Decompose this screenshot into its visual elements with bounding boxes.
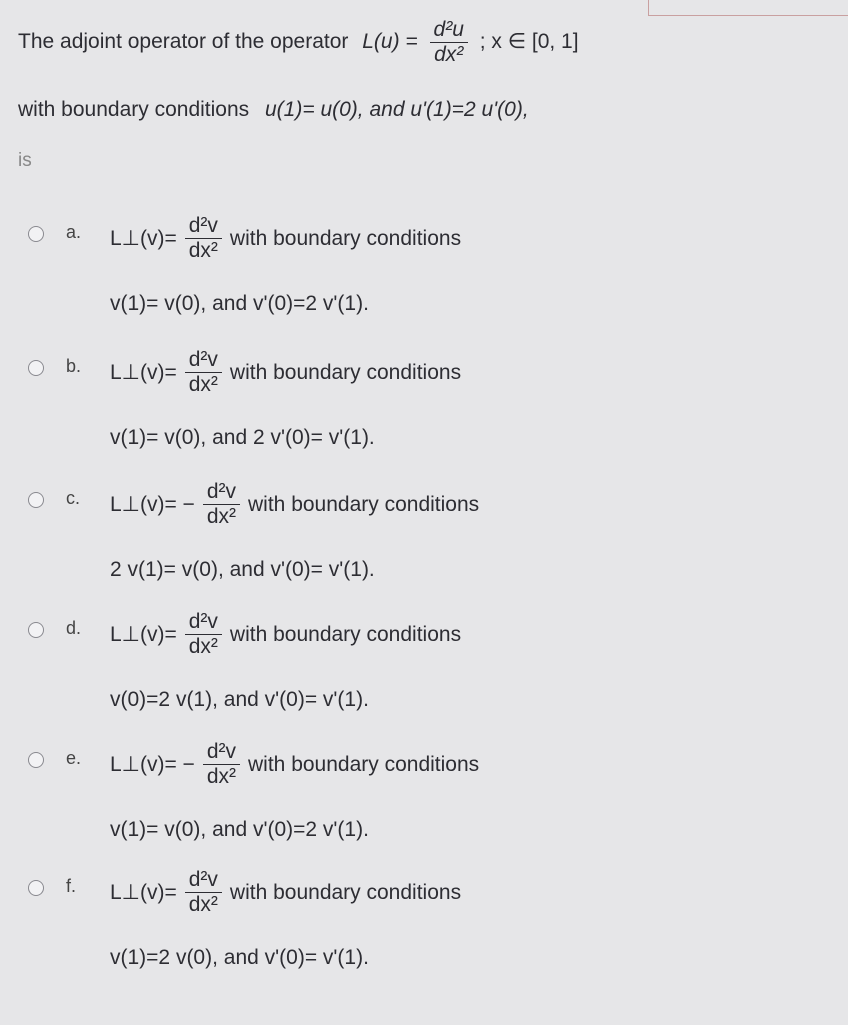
question-tail: is: [18, 150, 32, 171]
option-denominator: dx²: [185, 892, 222, 917]
option-lhs: L⊥(v)=: [110, 623, 177, 646]
option-lhs: L⊥(v)=: [110, 361, 177, 384]
option-lhs: L⊥(v)= −: [110, 753, 195, 776]
option-denominator: dx²: [185, 372, 222, 397]
question-line-1: [18, 18, 579, 67]
option-fraction: [203, 480, 240, 529]
option-denominator: dx²: [203, 504, 240, 529]
option-operator: [110, 610, 461, 659]
option-bc: 2 v(1)= v(0), and v'(0)= v'(1).: [110, 558, 375, 581]
option-bc: v(1)= v(0), and v'(0)=2 v'(1).: [110, 818, 369, 841]
option-operator: [110, 740, 479, 789]
option-letter: b.: [66, 356, 82, 376]
operator-lhs: L(u) =: [362, 30, 418, 54]
operator-fraction: [430, 18, 468, 67]
option-lhs: L⊥(v)=: [110, 227, 177, 250]
option-operator: [110, 480, 479, 529]
operator-numerator: d²u: [433, 18, 464, 41]
radio-button[interactable]: [28, 622, 44, 638]
option-denominator: dx²: [185, 238, 222, 263]
option-numerator: d²v: [206, 480, 237, 503]
option-e[interactable]: [28, 740, 828, 862]
radio-button[interactable]: [28, 752, 44, 768]
option-bc: v(1)=2 v(0), and v'(0)= v'(1).: [110, 946, 369, 969]
operator-denominator: dx²: [430, 42, 468, 67]
option-bc-label: with boundary conditions: [229, 360, 462, 384]
option-lhs: L⊥(v)=: [110, 881, 177, 904]
option-fraction: [185, 348, 222, 397]
option-bc: v(0)=2 v(1), and v'(0)= v'(1).: [110, 688, 369, 711]
option-bc-label: with boundary conditions: [229, 880, 462, 904]
option-bc-label: with boundary conditions: [248, 752, 480, 776]
option-letter: e.: [66, 748, 82, 768]
question-bc-values: u(1)= u(0), and u'(1)=2 u'(0),: [265, 98, 529, 121]
option-a[interactable]: [28, 214, 828, 336]
option-operator: [110, 868, 461, 917]
option-letter: c.: [66, 488, 81, 508]
radio-button[interactable]: [28, 360, 44, 376]
option-letter: f.: [66, 876, 77, 896]
option-f[interactable]: [28, 868, 828, 990]
option-numerator: d²v: [188, 610, 218, 633]
option-bc: v(1)= v(0), and 2 v'(0)= v'(1).: [110, 426, 375, 449]
option-bc-label: with boundary conditions: [229, 622, 462, 646]
option-bc: v(1)= v(0), and v'(0)=2 v'(1).: [110, 292, 369, 315]
option-numerator: d²v: [206, 740, 237, 763]
option-bc-label: with boundary conditions: [248, 492, 480, 516]
option-b[interactable]: [28, 348, 828, 470]
option-fraction: [185, 214, 222, 263]
option-bc-label: with boundary conditions: [229, 226, 462, 250]
option-letter: d.: [66, 618, 82, 638]
operator-domain: ; x ∈ [0, 1]: [479, 30, 579, 54]
option-c[interactable]: [28, 480, 828, 602]
option-fraction: [203, 740, 240, 789]
radio-button[interactable]: [28, 226, 44, 242]
top-right-box: [648, 0, 848, 16]
option-d[interactable]: [28, 610, 828, 732]
option-denominator: dx²: [185, 634, 222, 659]
option-fraction: [185, 868, 222, 917]
option-operator: [110, 214, 461, 263]
radio-button[interactable]: [28, 880, 44, 896]
option-operator: [110, 348, 461, 397]
option-numerator: d²v: [188, 214, 218, 237]
question-line-2: [18, 98, 529, 122]
question-intro: The adjoint operator of the operator: [18, 30, 349, 54]
question-bc-label: with boundary conditions: [18, 98, 250, 121]
option-fraction: [185, 610, 222, 659]
option-denominator: dx²: [203, 764, 240, 789]
radio-button[interactable]: [28, 492, 44, 508]
option-letter: a.: [66, 222, 82, 242]
option-numerator: d²v: [188, 868, 218, 891]
option-numerator: d²v: [188, 348, 218, 371]
option-lhs: L⊥(v)= −: [110, 493, 195, 516]
